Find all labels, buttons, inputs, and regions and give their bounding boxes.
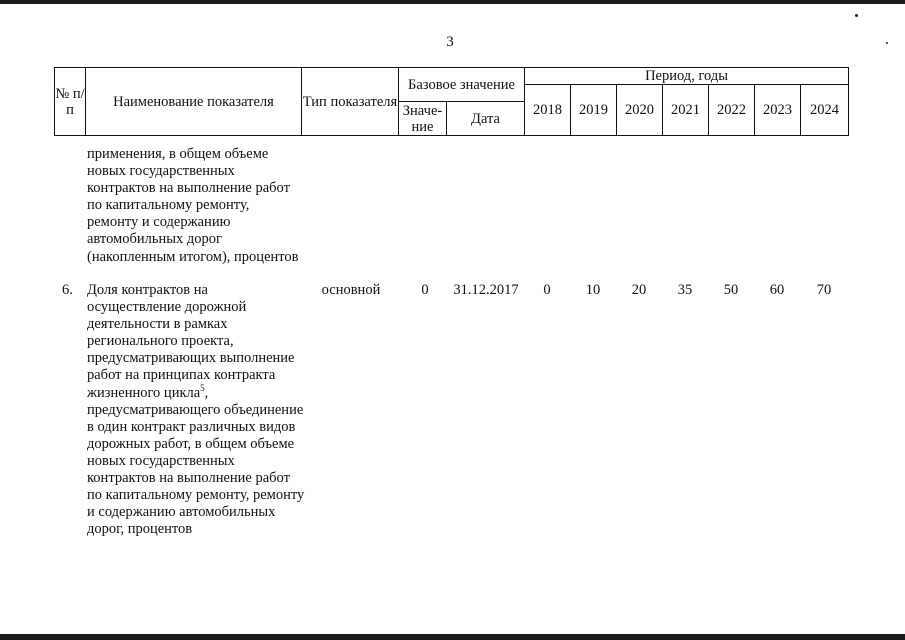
indicator-type: основной (321, 282, 381, 298)
row-number: 6. (62, 282, 73, 298)
base-date: 31.12.2017 (453, 282, 519, 298)
header-year: 2020 (617, 85, 663, 136)
indicator-name-part1: Доля контрактов на осуществление дорожной деятельности в рамках регионального проекта, предусматривающих выполнение работ на принципах контракта жизненного цикла (87, 282, 295, 401)
indicator-name (87, 282, 305, 538)
footnote-marker: 5 (200, 382, 205, 393)
scan-edge-top (0, 0, 905, 4)
header-year: 2018 (525, 85, 571, 136)
scan-speck (886, 42, 888, 44)
scan-speck (855, 14, 858, 17)
header-num: № п/п (55, 68, 86, 136)
scan-edge-bottom (0, 634, 905, 640)
year-value: 35 (677, 282, 693, 298)
header-year: 2019 (571, 85, 617, 136)
year-value: 10 (585, 282, 601, 298)
header-year: 2021 (663, 85, 709, 136)
year-value: 50 (723, 282, 739, 298)
year-value: 0 (543, 282, 551, 298)
year-value: 60 (769, 282, 785, 298)
header-year: 2024 (801, 85, 849, 136)
header-year: 2023 (755, 85, 801, 136)
header-period: Период, годы (525, 68, 849, 85)
continued-indicator-text: применения, в общем объеме новых государственных контрактов на выполнение работ по капитальному ремонту, ремонту и содержанию автомобильных дорог (накопленным итогом), процентов (87, 146, 299, 265)
indicator-table-header (54, 67, 849, 136)
header-type: Тип показателя (302, 68, 399, 136)
header-value: Значе-ние (399, 102, 447, 136)
base-value: 0 (421, 282, 429, 298)
year-value: 20 (631, 282, 647, 298)
header-year: 2022 (709, 85, 755, 136)
header-base-value: Базовое значение (399, 68, 525, 102)
header-date: Дата (447, 102, 525, 136)
indicator-name-part2: , предусматривающего объединение в один контракт различных видов дорожных работ, в общем объеме новых государственных контрактов на выполнение работ по капитальному ремонту, ремонту и содержанию автомобильных дорог, процентов (87, 384, 305, 538)
header-name: Наименование показателя (86, 68, 302, 136)
year-value: 70 (816, 282, 832, 298)
page-number: 3 (446, 34, 454, 50)
